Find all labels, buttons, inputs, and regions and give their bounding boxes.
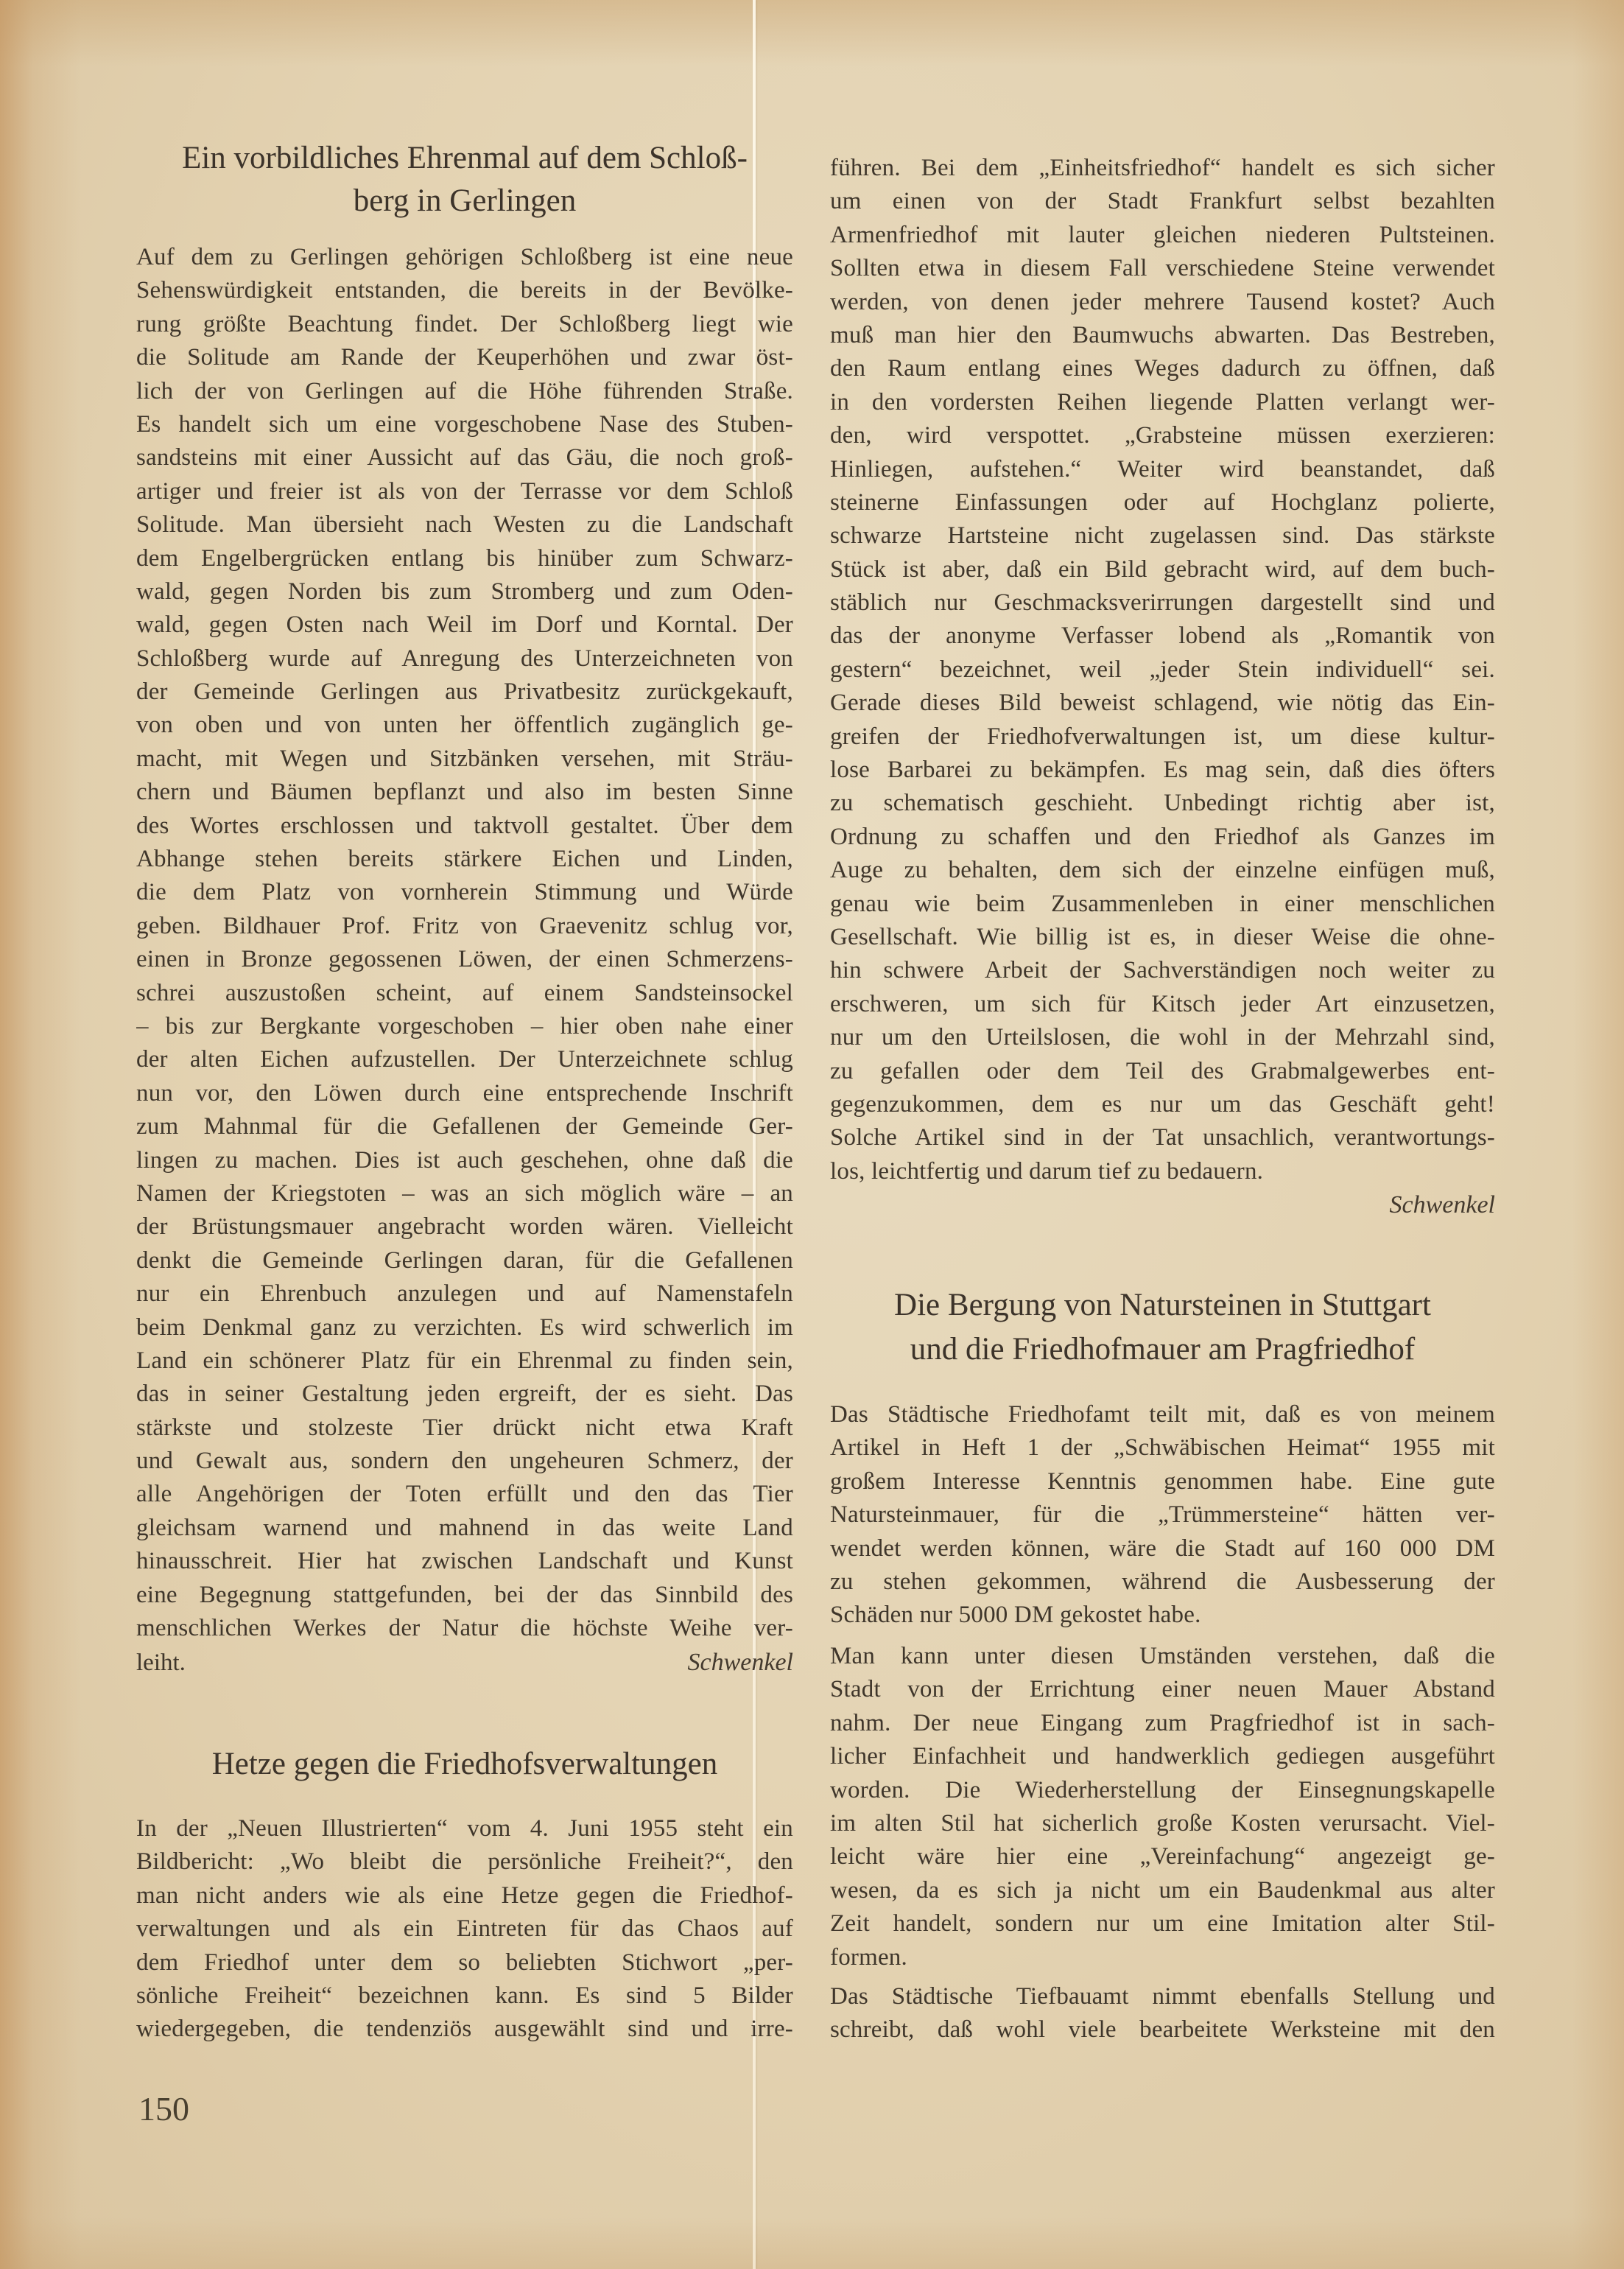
text-line: stäblich nur Geschmacksverirrungen dargestellt sind und [830, 589, 1495, 617]
text-line: gleichsam warnend und mahnend in das weite Land [136, 1514, 793, 1541]
text-line: zu schematisch geschieht. Unbedingt richtig aber ist, [830, 790, 1495, 817]
text-line: Stadt von der Errichtung einer neuen Mauer Abstand [830, 1676, 1495, 1703]
text-line: steinerne Einfassungen oder auf Hochglanz polierte, [830, 488, 1495, 516]
text-line: Solitude. Man übersieht nach Westen zu die Landschaft [136, 511, 793, 539]
article2-continuation-body [830, 152, 1495, 1188]
text-line: werden, von denen jeder mehrere Tausend kostet? Auch [830, 288, 1495, 315]
text-line: dem Friedhof unter dem so beliebten Stichwort „per- [136, 1949, 793, 1976]
text-line: des Wortes erschlossen und taktvoll gestaltet. Über dem [136, 812, 793, 839]
text-line: Solche Artikel sind in der Tat unsachlich, verantwortungs- [830, 1124, 1495, 1151]
text-line: Artikel in Heft 1 der „Schwäbischen Heimat“ 1955 mit [830, 1434, 1495, 1462]
text-line: die dem Platz von vornherein Stimmung und Würde [136, 879, 793, 906]
article3-heading-line1: Die Bergung von Natursteinen in Stuttgart [894, 1288, 1431, 1322]
text-line: Das Städtische Friedhofamt teilt mit, daß es von meinem [830, 1401, 1495, 1428]
text-line: Auf dem zu Gerlingen gehörigen Schloßberg ist eine neue [136, 244, 793, 270]
text-line: Zeit handelt, sondern nur um eine Imitation alter Stil- [830, 1910, 1495, 1937]
text-line: greifen der Friedhofverwaltungen ist, um diese kultur- [830, 723, 1495, 750]
text-line: nur ein Ehrenbuch anzulegen und auf Namenstafeln [136, 1280, 793, 1308]
text-line: beim Denkmal ganz zu verzichten. Es wird schwerlich im [136, 1314, 793, 1341]
text-line: genau wie beim Zusammenleben in einer menschlichen [830, 890, 1495, 917]
text-line: die Solitude am Rande der Keuperhöhen und zwar öst- [136, 344, 793, 371]
text-line: formen. [830, 1943, 907, 1971]
text-line: rung größte Beachtung findet. Der Schloßberg liegt wie [136, 310, 793, 337]
text-line: führen. Bei dem „Einheitsfriedhof“ handelt es sich sicher [830, 155, 1495, 181]
text-line: Schäden nur 5000 DM gekostet habe. [830, 1602, 1201, 1629]
article1-heading [136, 137, 793, 222]
article2-heading-line1: Hetze gegen die Friedhofsverwaltungen [211, 1747, 718, 1781]
text-line: sandsteins mit einer Aussicht auf das Gäu, die noch groß- [136, 444, 793, 471]
article1-body [136, 241, 793, 1645]
text-line: stärkste und stolzeste Tier drückt nicht etwa Kraft [136, 1414, 793, 1441]
text-line: verwaltungen und als ein Eintreten für das Chaos auf [136, 1915, 793, 1943]
text-line: von oben und von unten her öffentlich zugänglich ge- [136, 712, 793, 739]
text-line: gestern“ bezeichnet, weil „jeder Stein individuell“ sei. [830, 656, 1495, 683]
text-line: das in seiner Gestaltung jeden ergreift, der es sieht. Das [136, 1381, 793, 1408]
text-line: leicht wäre hier eine „Vereinfachung“ angezeigt ge- [830, 1843, 1495, 1870]
left-column [136, 0, 793, 2269]
text-line: gegenzukommen, dem es nur um das Geschäft geht! [830, 1090, 1495, 1118]
article1-signature: Schwenkel [687, 1649, 793, 1676]
text-line: Schloßberg wurde auf Anregung des Unterzeichneten von [136, 645, 793, 672]
text-line: Auge zu behalten, dem sich der einzelne einfügen muß, [830, 857, 1495, 884]
text-line: der Brüstungsmauer angebracht worden wären. Vielleicht [136, 1213, 793, 1241]
text-line: Das Städtische Tiefbauamt nimmt ebenfalls Stellung und [830, 1983, 1495, 2010]
article3-paragraph3 [830, 1980, 1495, 2047]
text-line: der Gemeinde Gerlingen aus Privatbesitz zurückgekauft, [136, 678, 793, 706]
text-line: erschweren, um sich für Kitsch jeder Art einzusetzen, [830, 990, 1495, 1017]
text-line: in den vordersten Reihen liegende Platten verlangt wer- [830, 388, 1495, 415]
text-line: den, wird verspottet. „Grabsteine müssen exerzieren: [830, 422, 1495, 449]
text-line: Abhange stehen bereits stärkere Eichen und Linden, [136, 846, 793, 873]
text-line: Ordnung zu schaffen und den Friedhof als Ganzes im [830, 823, 1495, 850]
article1-last-line [136, 1646, 793, 1679]
text-line: dem Engelbergrücken entlang bis hinüber zum Schwarz- [136, 544, 793, 572]
article2-body [136, 1812, 793, 2047]
text-line: und Gewalt aus, sondern den ungeheuren Schmerz, der [136, 1448, 793, 1475]
text-line: Land ein schönerer Platz für ein Ehrenmal zu finden sein, [136, 1347, 793, 1374]
text-line: Sehenswürdigkeit entstanden, die bereits in der Bevölke- [136, 277, 793, 304]
article3-paragraph2 [830, 1640, 1495, 1974]
text-line: nun vor, den Löwen durch eine entsprechende Inschrift [136, 1079, 793, 1107]
text-line: artiger und freier ist als von der Terrasse vor dem Schloß [136, 477, 793, 505]
text-line: Es handelt sich um eine vorgeschobene Nase des Stuben- [136, 410, 793, 438]
article1-heading-line2: berg in Gerlingen [353, 183, 577, 218]
text-line: alle Angehörigen der Toten erfüllt und den das Tier [136, 1481, 793, 1508]
text-line: Namen der Kriegstoten – was an sich möglich wäre – an [136, 1179, 793, 1207]
article1-last-word: leiht. [136, 1649, 186, 1676]
text-line: um einen von der Stadt Frankfurt selbst bezahlten [830, 188, 1495, 215]
article1-heading-line1: Ein vorbildliches Ehrenmal auf dem Schloß- [182, 141, 748, 175]
text-line: wendet werden können, wäre die Stadt auf 160 000 DM [830, 1535, 1495, 1562]
text-line: nahm. Der neue Eingang zum Pragfriedhof ist in sach- [830, 1709, 1495, 1736]
text-line: eine Begegnung stattgefunden, bei der das Sinnbild des [136, 1581, 793, 1608]
text-line: Man kann unter diesen Umständen verstehen, daß die [830, 1643, 1495, 1669]
text-line: Armenfriedhof mit lauter gleichen niederen Pultsteinen. [830, 221, 1495, 248]
text-line: Stück ist aber, daß ein Bild gebracht wird, auf dem buch- [830, 555, 1495, 583]
text-line: lose Barbarei zu bekämpfen. Es mag sein, daß dies öfters [830, 757, 1495, 784]
text-line: muß man hier den Baumwuchs abwarten. Das Bestreben, [830, 321, 1495, 348]
text-line: licher Einfachheit und handwerklich gediegen ausgeführt [830, 1743, 1495, 1770]
text-line: sönliche Freiheit“ bezeichnen kann. Es sind 5 Bilder [136, 1982, 793, 2009]
text-line: Hinliegen, aufstehen.“ Weiter wird beanstandet, daß [830, 455, 1495, 483]
text-line: im alten Stil hat sicherlich große Kosten verursacht. Viel- [830, 1809, 1495, 1837]
text-line: macht, mit Wegen und Sitzbänken versehen, mit Sträu- [136, 745, 793, 772]
text-line: In der „Neuen Illustrierten“ vom 4. Juni 1955 steht ein [136, 1815, 793, 1842]
text-line: zu stehen gekommen, während die Ausbesserung der [830, 1568, 1495, 1595]
text-line: lich der von Gerlingen auf die Höhe führenden Straße. [136, 377, 793, 404]
text-line: denkt die Gemeinde Gerlingen daran, für die Gefallenen [136, 1246, 793, 1274]
text-line: großem Interesse Kenntnis genommen habe. Eine gute [830, 1467, 1495, 1495]
text-line: los, leichtfertig und darum tief zu bedauern. [830, 1157, 1264, 1185]
text-line: menschlichen Werkes der Natur die höchste Weihe ver- [136, 1615, 793, 1642]
article3-heading-line2: und die Friedhofmauer am Pragfriedhof [910, 1332, 1416, 1367]
text-line: hinausschreit. Hier hat zwischen Landschaft und Kunst [136, 1548, 793, 1575]
text-line: schrei auszustoßen scheint, auf einem Sandsteinsockel [136, 979, 793, 1006]
text-line: zum Mahnmal für die Gefallenen der Gemeinde Ger- [136, 1113, 793, 1140]
text-line: den Raum entlang eines Weges dadurch zu öffnen, daß [830, 355, 1495, 382]
text-line: – bis zur Bergkante vorgeschoben – hier oben nahe einer [136, 1012, 793, 1039]
right-column [830, 0, 1495, 2269]
text-line: nur um den Urteilslosen, die wohl in der Mehrzahl sind, [830, 1024, 1495, 1051]
text-line: Natursteinmauer, für die „Trümmersteine“ hätten ver- [830, 1501, 1495, 1529]
text-line: hin schwere Arbeit der Sachverständigen noch weiter zu [830, 957, 1495, 984]
text-line: wiedergegeben, die tendenziös ausgewählt sind und irre- [136, 2016, 793, 2043]
text-line: wald, gegen Norden bis zum Stromberg und zum Oden- [136, 578, 793, 605]
text-line: der alten Eichen aufzustellen. Der Unterzeichnete schlug [136, 1046, 793, 1073]
text-line: Gerade dieses Bild beweist schlagend, wie nötig das Ein- [830, 690, 1495, 717]
text-line: zu gefallen oder dem Teil des Grabmalgewerbes ent- [830, 1057, 1495, 1084]
article2-heading [136, 1743, 793, 1786]
text-line: wald, gegen Osten nach Weil im Dorf und Korntal. Der [136, 611, 793, 639]
text-line: das der anonyme Verfasser lobend als „Romantik von [830, 623, 1495, 650]
text-line: schreibt, daß wohl viele bearbeitete Werksteine mit den [830, 2016, 1495, 2044]
page-number: 150 [138, 2090, 189, 2128]
text-line: Sollten etwa in diesem Fall verschiedene Steine verwendet [830, 255, 1495, 282]
article3-heading [830, 1283, 1495, 1372]
text-line: einen in Bronze gegossenen Löwen, der einen Schmerzens- [136, 946, 793, 973]
text-line: geben. Bildhauer Prof. Fritz von Graevenitz schlug vor, [136, 912, 793, 939]
article3-paragraph1 [830, 1398, 1495, 1633]
text-line: Gesellschaft. Wie billig ist es, in dieser Weise die ohne- [830, 923, 1495, 950]
text-line: Bildbericht: „Wo bleibt die persönliche Freiheit?“, den [136, 1848, 793, 1876]
text-line: worden. Die Wiederherstellung der Einsegnungskapelle [830, 1776, 1495, 1803]
text-line: schwarze Hartsteine nicht zugelassen sind. Das stärkste [830, 522, 1495, 550]
text-line: wesen, da es sich ja nicht um ein Baudenkmal aus alter [830, 1876, 1495, 1904]
article2-signature: Schwenkel [1389, 1191, 1495, 1218]
text-line: man nicht anders wie als eine Hetze gegen die Friedhof- [136, 1882, 793, 1909]
text-line: chern und Bäumen bepflanzt und also im besten Sinne [136, 779, 793, 806]
text-line: lingen zu machen. Dies ist auch geschehen, ohne daß die [136, 1146, 793, 1174]
